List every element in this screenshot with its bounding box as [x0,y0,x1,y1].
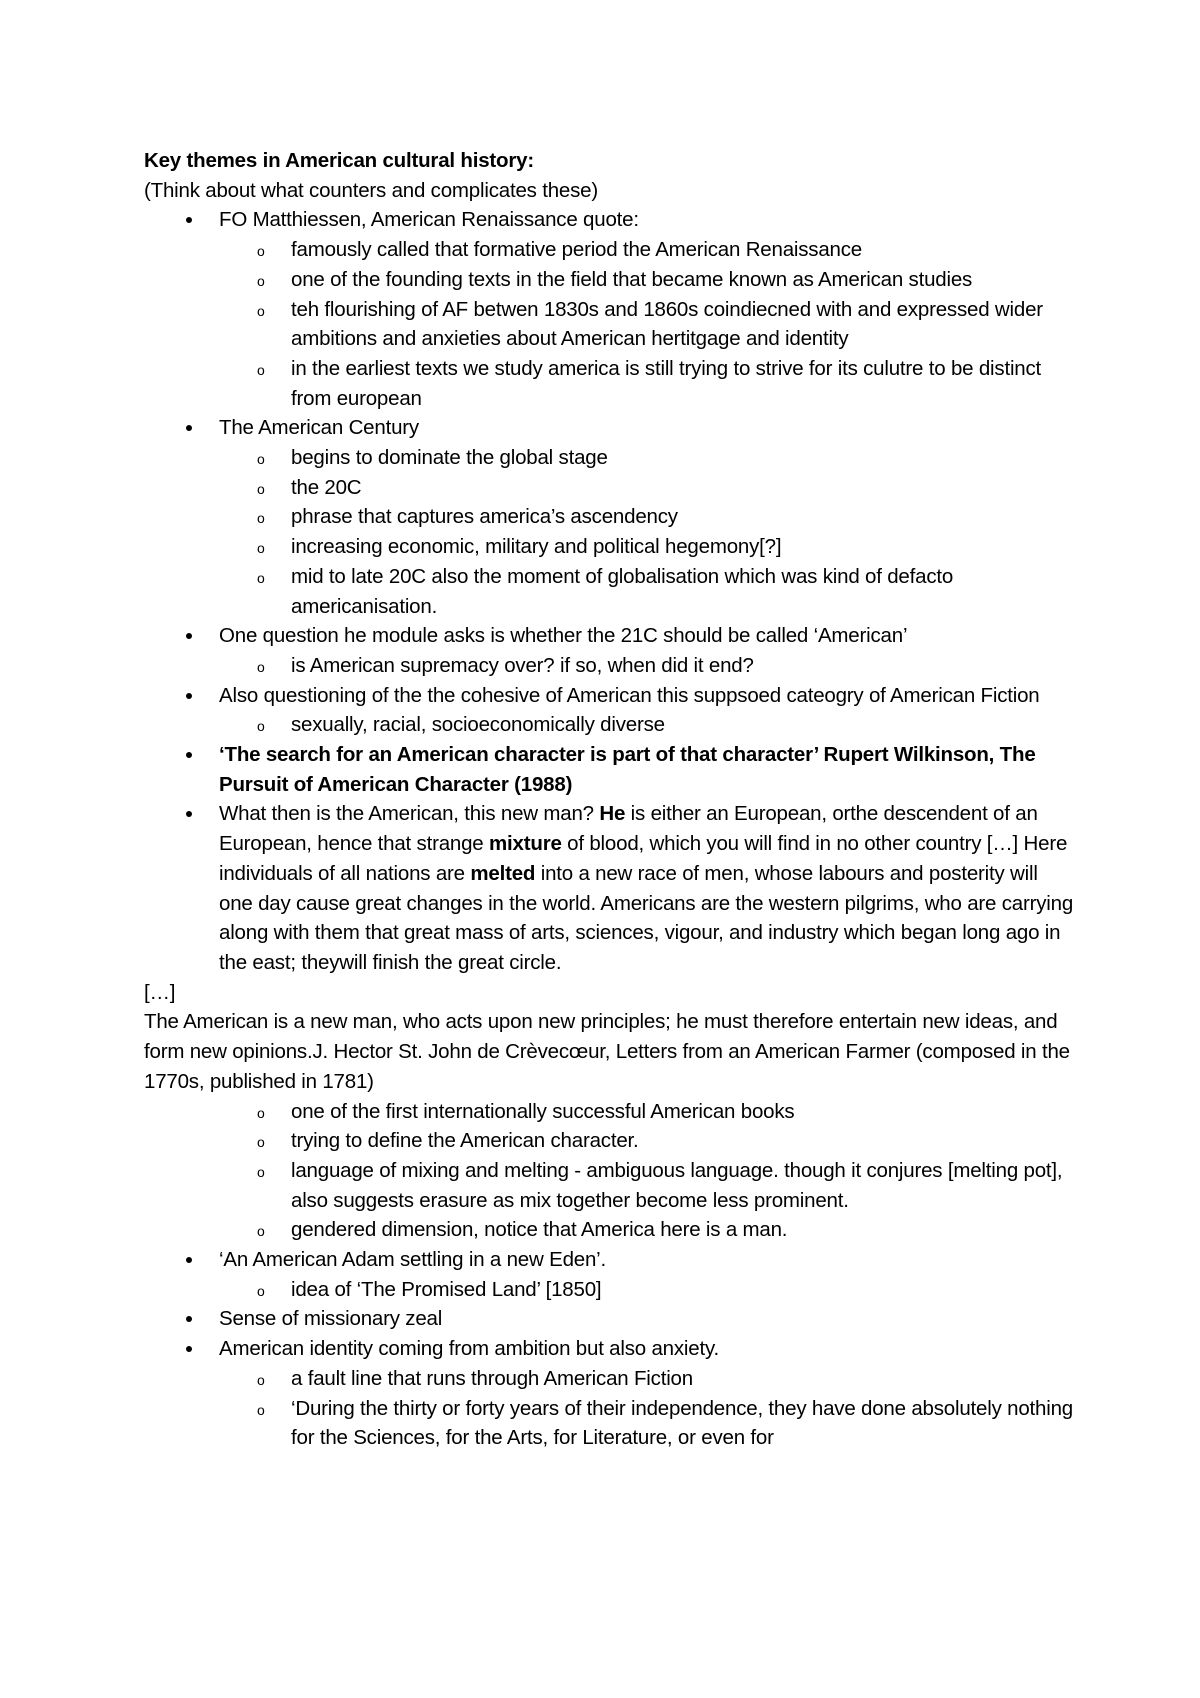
sub-list-item: o idea of ‘The Promised Land’ [1850] [291,1275,1074,1305]
list-item-text: ‘An American Adam settling in a new Eden’. [219,1248,607,1272]
sub-list-item: o ‘During the thirty or forty years of their independence, they have done absolutely nothing for the Sciences, for the Arts, for Literature, or even for [291,1394,1074,1453]
list-item [219,799,1074,977]
crevecoeur-quote [219,802,1073,974]
ellipsis: […] [144,980,176,1004]
sub-list-item: o begins to dominate the global stage [291,443,1074,473]
sub-list-item: o is American supremacy over? if so, when did it end? [291,651,1074,681]
subtitle: (Think about what counters and complicates these) [144,178,598,202]
quote-text: is either an European, orthe descendent of an European, hence that strange [219,802,1038,856]
list-item-text: Also questioning of the the cohesive of American this suppsoed cateogry of American Fiction [219,683,1040,707]
sub-list [144,1097,1074,1246]
sub-list-item: o increasing economic, military and political hegemony[?] [291,532,1074,562]
list-item-text: The American Century [219,416,419,440]
list-item-text: One question he module asks is whether the 21C should be called ‘American’ [219,624,908,648]
sub-list [219,651,1074,681]
list-item-text: FO Matthiessen, American Renaissance quote: [219,208,639,232]
list-item [219,1245,1074,1304]
sub-list [219,710,1074,740]
bullet-list [144,205,1074,977]
sub-list-item: o one of the founding texts in the field that became known as American studies [291,265,1074,295]
sub-list-item: o phrase that captures america’s ascendency [291,502,1074,532]
sub-list [219,235,1074,413]
sub-list [219,443,1074,621]
wilkinson-quote: ‘The search for an American character is part of that character’ Rupert Wilkinson, The Pursuit of American Character (1988) [219,743,1036,796]
sub-list-item: o in the earliest texts we study america is still trying to strive for its culutre to be distinct from european [291,354,1074,413]
quote-text: of blood, which you will find in no other country […] Here individuals of all nations are [219,832,1068,885]
quote-emphasis: mixture [489,832,562,856]
sub-list-item: o one of the first internationally successful American books [291,1097,1074,1127]
quote-emphasis: He [599,802,626,826]
list-item [219,1334,1074,1453]
sub-list-item: o language of mixing and melting - ambiguous language. though it conjures [melting pot], also suggests erasure as mix together become less prominent. [291,1156,1074,1215]
list-item [219,740,1074,799]
quote-text: What then is the American, this new man? [219,802,600,826]
sub-list-item: o teh flourishing of AF betwen 1830s and 1860s coindiecned with and expressed wider ambitions and anxieties about American hertitgage and identity [291,295,1074,354]
sub-list-item: o mid to late 20C also the moment of globalisation which was kind of defacto americanisation. [291,562,1074,621]
list-item [219,1304,1074,1334]
bullet-list [144,1245,1074,1453]
sub-list-item: o the 20C [291,473,1074,503]
sub-list-item: o gendered dimension, notice that America here is a man. [291,1215,1074,1245]
list-item [219,621,1074,680]
list-item-text: American identity coming from ambition but also anxiety. [219,1337,720,1361]
list-item [219,205,1074,413]
document-body [144,146,1074,1453]
quote-emphasis: melted [470,861,536,885]
sub-list-item: o trying to define the American character. [291,1126,1074,1156]
quote-text: into a new race of men, whose labours and posterity will one day cause great changes in the world. Americans are the western pilgrims, who are carrying along with them that great mass of arts, sciences, vigour, and industry which began long ago in the east; theywill finish the great circle. [219,861,1074,974]
list-item [219,681,1074,740]
sub-list [219,1275,1074,1305]
sub-list-item: o sexually, racial, socioeconomically diverse [291,710,1074,740]
list-item-text: Sense of missionary zeal [219,1307,443,1331]
list-item [219,413,1074,621]
page-title: Key themes in American cultural history: [144,149,534,172]
sub-list-item: o famously called that formative period the American Renaissance [291,235,1074,265]
paragraph: The American is a new man, who acts upon new principles; he must therefore entertain new ideas, and form new opinions.J. Hector St. John de Crèvecœur, Letters from an American Farmer (composed in the 1770s, published in 1781) [144,1010,1070,1093]
sub-list-item: o a fault line that runs through American Fiction [291,1364,1074,1394]
sub-list [219,1364,1074,1453]
